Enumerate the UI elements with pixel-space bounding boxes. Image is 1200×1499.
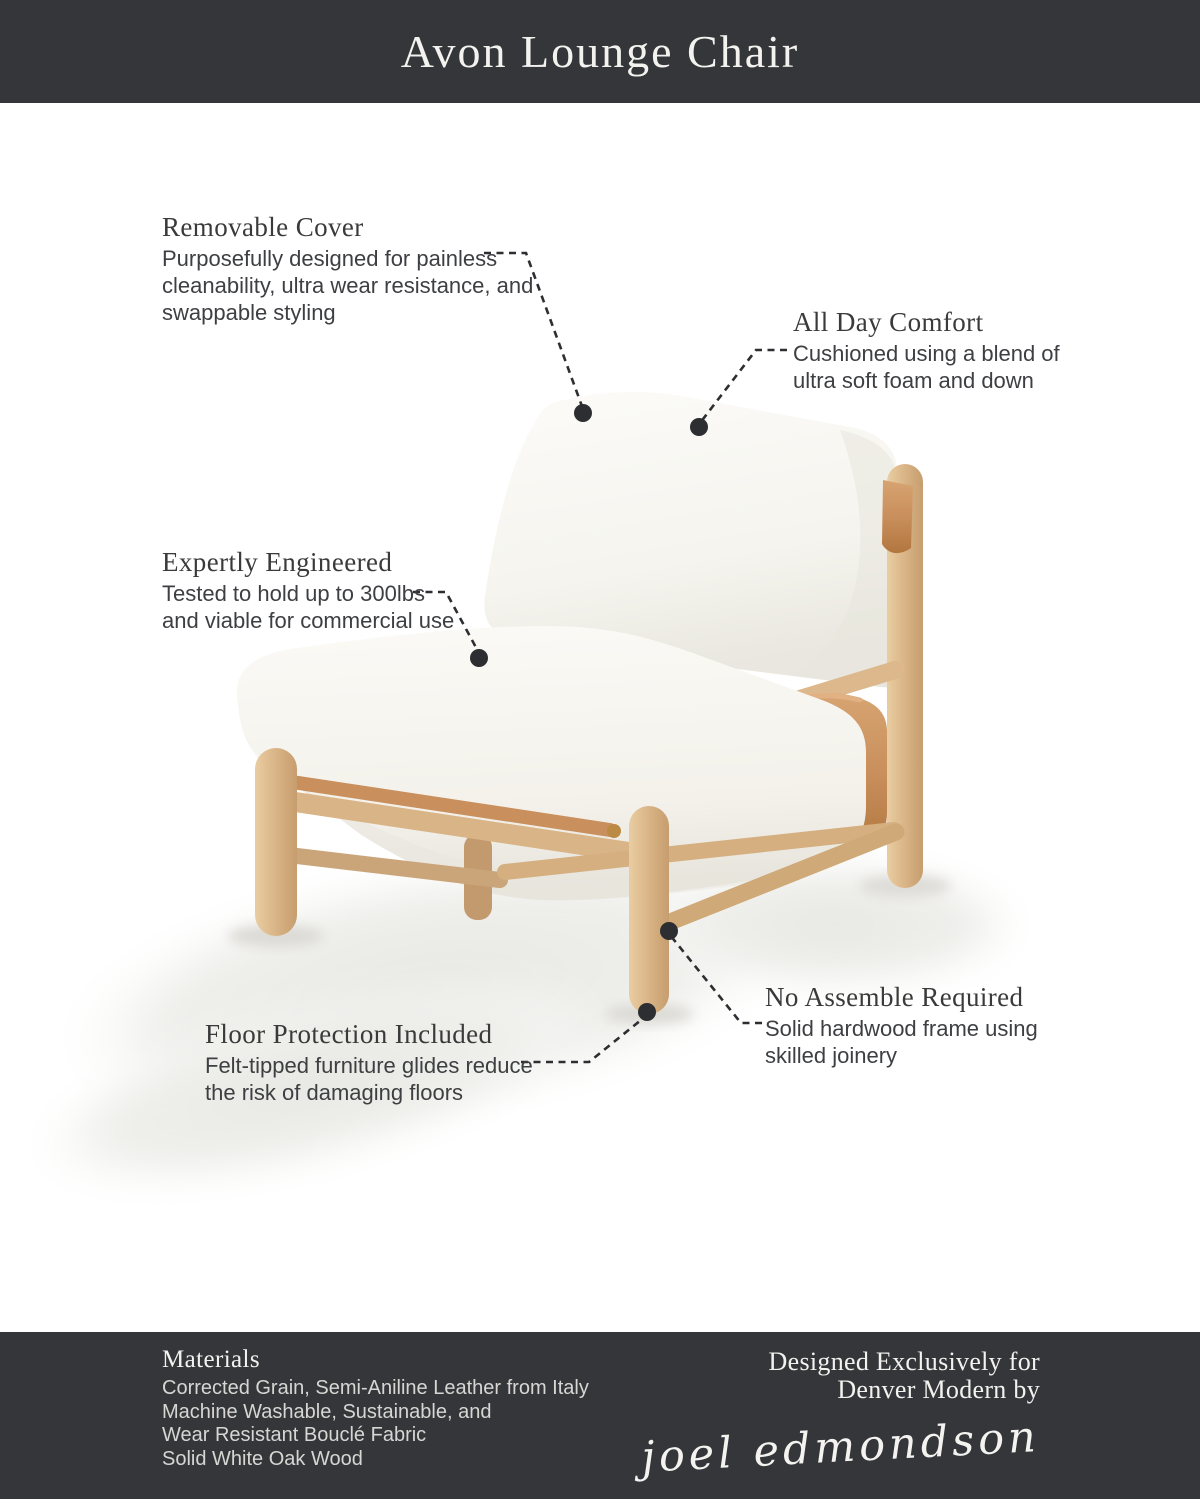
dot-removable-cover	[574, 404, 592, 422]
callout-floor-protection	[205, 1019, 533, 1106]
materials-heading: Materials	[162, 1346, 261, 1373]
callout-all-day-comfort	[793, 307, 1060, 394]
callout-body: Purposefully designed for painless cleanability, ultra wear resistance, and swappable styling	[162, 246, 534, 325]
product-title: Avon Lounge Chair	[400, 26, 800, 77]
callout-body: Felt-tipped furniture glides reduce the risk of damaging floors	[205, 1053, 533, 1105]
callout-body: Tested to hold up to 300lbs and viable for commercial use	[162, 581, 455, 633]
dot-floor-protection	[638, 1003, 656, 1021]
callout-expertly-engineered	[162, 547, 454, 634]
brass-cap	[607, 824, 621, 838]
callout-heading: All Day Comfort	[793, 307, 984, 337]
hero-area	[0, 103, 1200, 1332]
footer-bar	[0, 1332, 1200, 1499]
callout-heading: Removable Cover	[162, 212, 364, 242]
designed-for-line: Denver Modern by	[837, 1375, 1040, 1404]
dot-all-day-comfort	[690, 418, 708, 436]
callout-heading: Expertly Engineered	[162, 547, 393, 577]
designed-for-line: Designed Exclusively for	[768, 1347, 1040, 1376]
materials-section	[162, 1346, 589, 1471]
materials-line: Solid White Oak Wood	[162, 1447, 363, 1470]
materials-line: Corrected Grain, Semi-Aniline Leather from Italy	[162, 1377, 589, 1399]
callout-removable-cover	[162, 212, 533, 326]
callout-heading: Floor Protection Included	[205, 1019, 493, 1049]
callout-body: Cushioned using a blend of ultra soft foam and down	[793, 341, 1060, 393]
rear-post-strap	[882, 480, 913, 553]
callout-body: Solid hardwood frame using skilled joinery	[765, 1016, 1038, 1068]
dot-expertly-engineered	[470, 649, 488, 667]
materials-line: Machine Washable, Sustainable, and	[162, 1400, 492, 1423]
designer-signature: joel edmondson	[640, 1412, 1042, 1483]
dot-no-assemble	[660, 922, 678, 940]
callout-heading: No Assemble Required	[765, 982, 1024, 1012]
designer-section	[640, 1347, 1042, 1483]
materials-line: Wear Resistant Bouclé Fabric	[162, 1424, 427, 1446]
callout-no-assemble-required	[765, 982, 1038, 1069]
